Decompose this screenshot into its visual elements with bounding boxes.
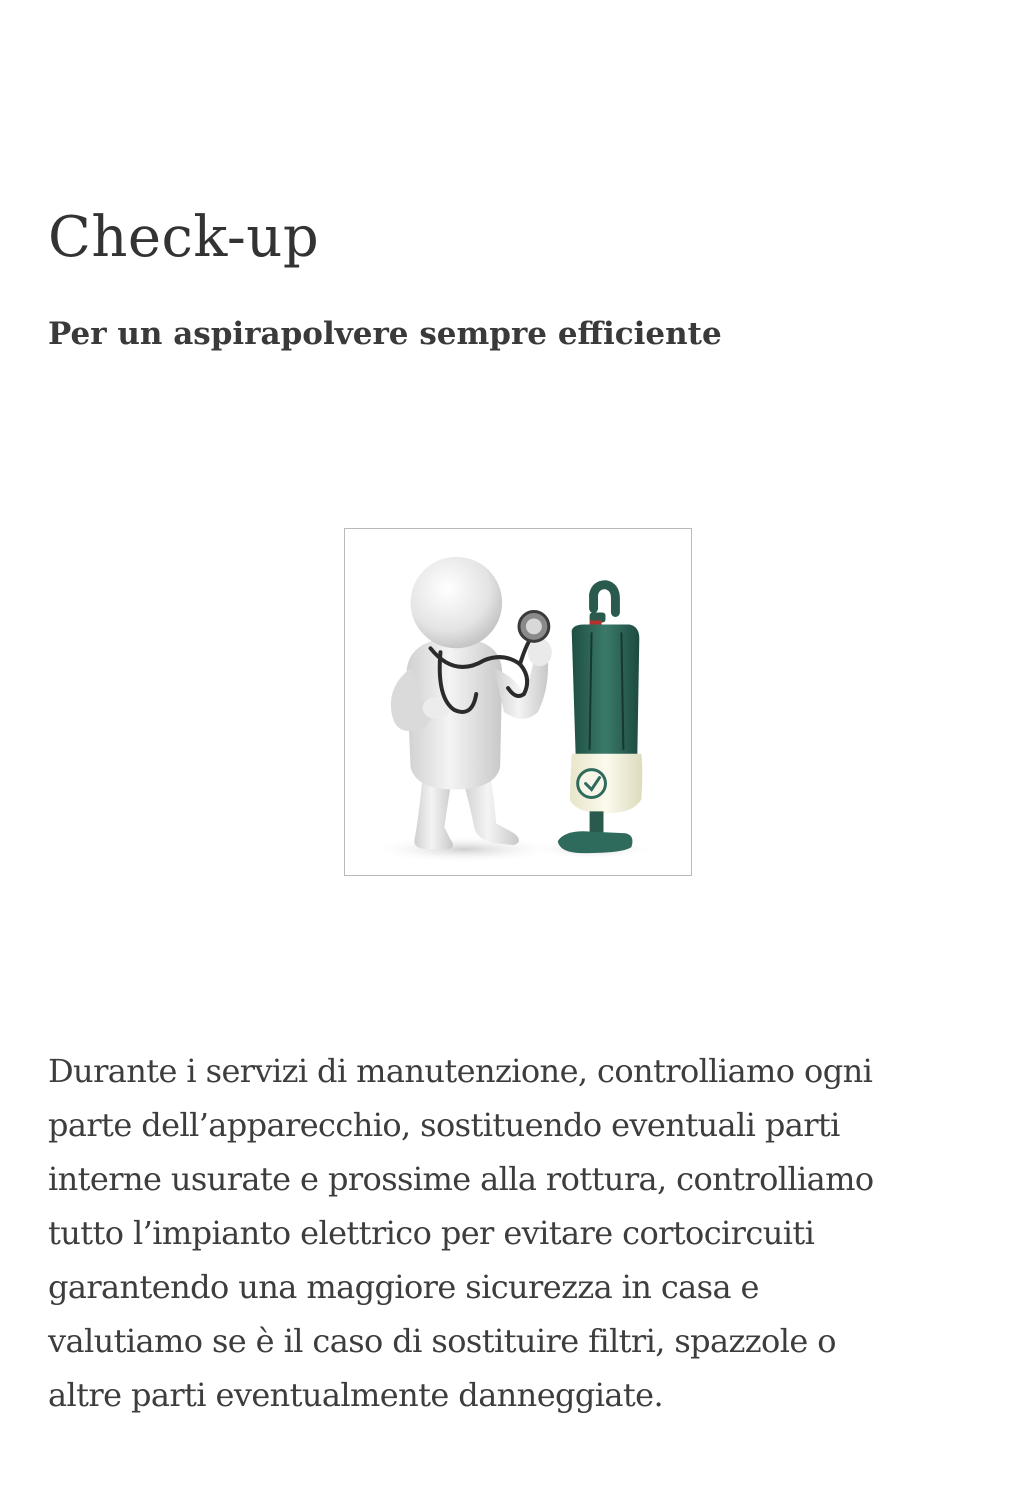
body-line: garantendo una maggiore sicurezza in casa e <box>48 1268 759 1306</box>
checkup-illustration <box>344 528 692 876</box>
body-line: valutiamo se è il caso di sostituire filtri, spazzole o <box>48 1322 836 1360</box>
page-subtitle: Per un aspirapolvere sempre efficiente <box>48 316 722 352</box>
body-line: interne usurate e prossime alla rottura, controlliamo <box>48 1160 874 1198</box>
body-line: tutto l’impianto elettrico per evitare cortocircuiti <box>48 1214 815 1252</box>
doctor-vacuum-icon <box>345 529 691 875</box>
body-line: altre parti eventualmente danneggiate. <box>48 1376 664 1414</box>
body-line: Durante i servizi di manutenzione, controlliamo ogni <box>48 1052 873 1090</box>
body-line: parte dell’apparecchio, sostituendo eventuali parti <box>48 1106 840 1144</box>
page-title: Check-up <box>48 205 320 270</box>
body-paragraph <box>48 1044 998 1422</box>
